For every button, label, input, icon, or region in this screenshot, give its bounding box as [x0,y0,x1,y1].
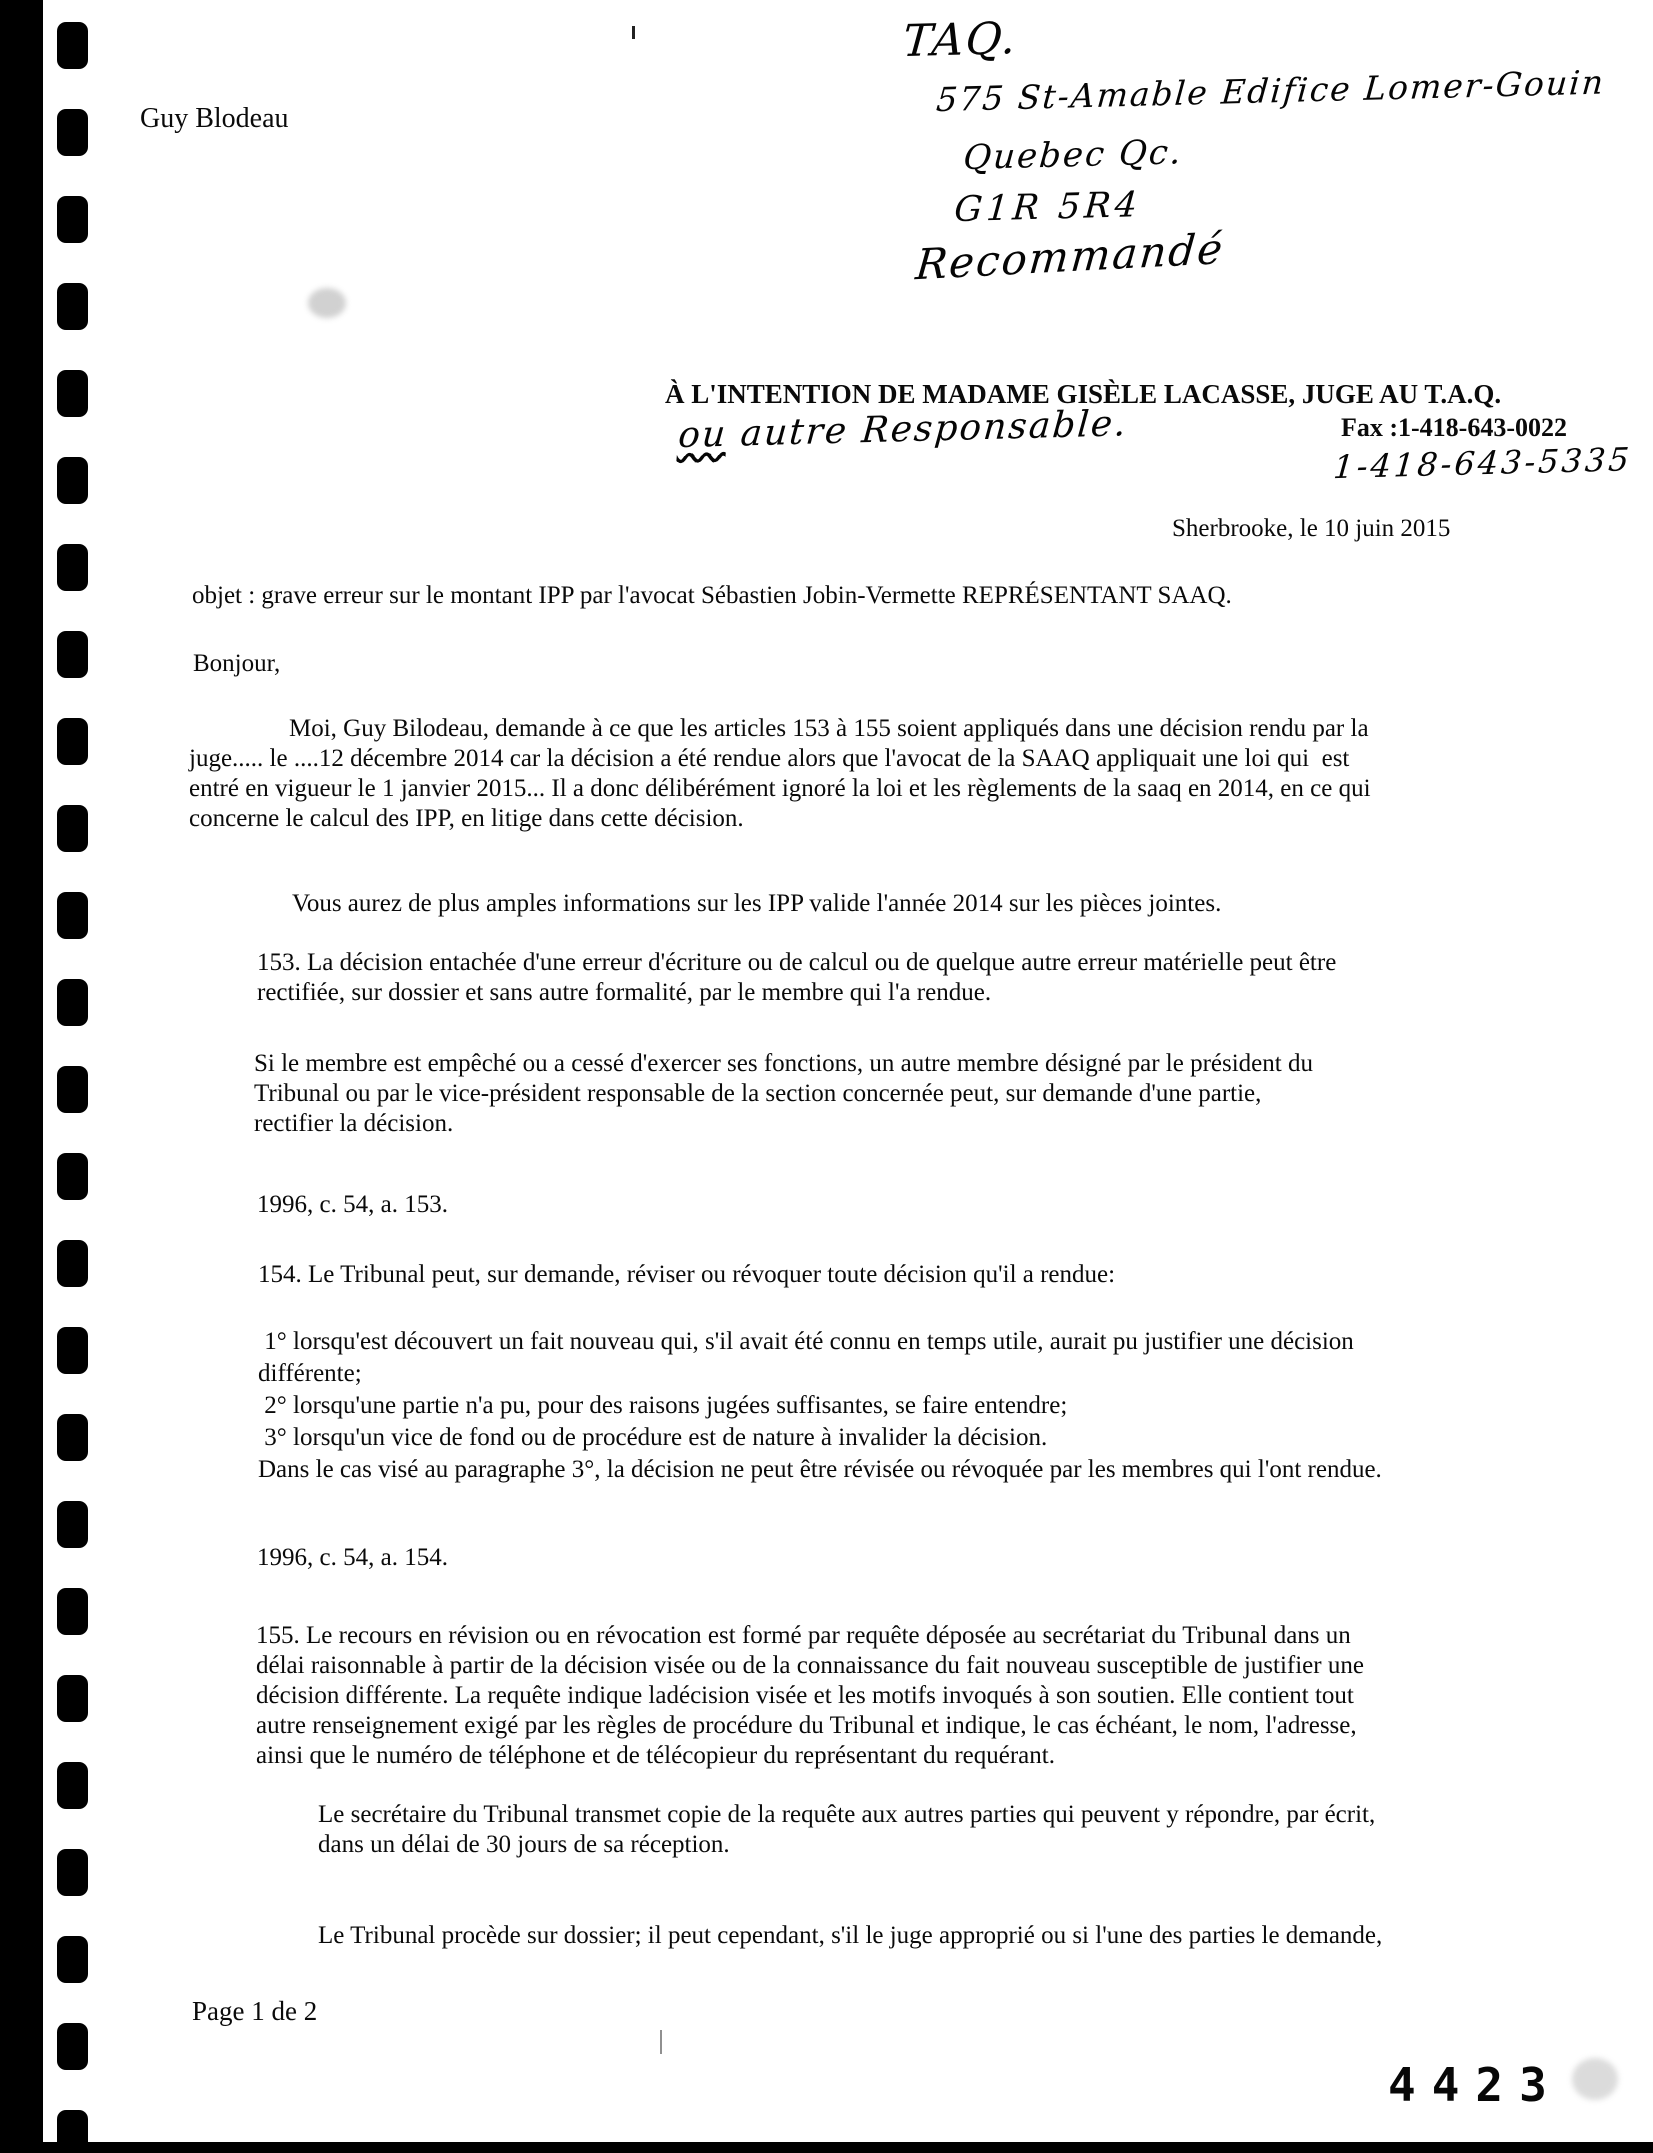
handwritten-fax-number: 1-418-643-5335 [1332,440,1634,487]
binder-hole [57,1849,88,1896]
handwritten-alternate-recipient-rest: autre Responsable. [725,403,1130,455]
scan-bottom-bar [0,2142,1653,2153]
binder-hole [57,1675,88,1722]
text-line: rectifiée, sur dossier et sans autre formalité, par le membre qui l'a rendue. [257,979,992,1006]
text-line: Le Tribunal procède sur dossier; il peut cependant, s'il le juge approprié ou si l'une des parties le demande, [318,1922,1383,1949]
text-line: 153. La décision entachée d'une erreur d'écriture ou de calcul ou de quelque autre erreur matérielle peut être [257,949,1337,976]
text-line: décision différente. La requête indique ladécision visée et les motifs invoqués à son soutien. Elle contient tout [256,1682,1354,1709]
text-line: 154. Le Tribunal peut, sur demande, réviser ou révoquer toute décision qu'il a rendue: [258,1261,1116,1288]
article-153-paragraph [257,948,1336,1008]
scan-smudge [1572,2058,1618,2100]
attachments-note [292,889,1221,919]
binder-hole [57,805,88,852]
text-line: rectifier la décision. [254,1110,454,1137]
text-line: 155. Le recours en révision ou en révocation est formé par requête déposée au secrétariat du Tribunal dans un [256,1622,1351,1649]
text-line: Moi, Guy Bilodeau, demande à ce que les articles 153 à 155 soient appliqués dans une décision rendu par la [289,715,1369,742]
article-154-items [258,1326,1382,1486]
intro-paragraph [189,714,1371,834]
handwritten-recipient-name: TAQ. [900,13,1020,68]
text-line: dans un délai de 30 jours de sa réception. [318,1831,730,1858]
binder-hole [57,2023,88,2070]
handwritten-ou-underlined: ou [676,413,729,457]
procedure-paragraph [318,1921,1382,1951]
attention-line: À L'INTENTION DE MADAME GISÈLE LACASSE, JUGE AU T.A.Q. [665,379,1502,409]
article-155-paragraph [256,1621,1364,1771]
binder-hole [57,1762,88,1809]
binder-hole [57,1936,88,1983]
text-line: 3° lorsqu'un vice de fond ou de procédure est de nature à invalider la décision. [258,1424,1048,1451]
binder-hole [57,457,88,504]
binder-hole [57,283,88,330]
binder-hole [57,718,88,765]
text-line: juge..... le ....12 décembre 2014 car la décision a été rendue alors que l'avocat de la SAAQ appliquait une loi qui est [189,745,1350,772]
salutation: Bonjour, [193,650,281,677]
binder-hole [57,1066,88,1113]
binder-hole [57,22,88,69]
article-154-reference: 1996, c. 54, a. 154. [257,1544,448,1571]
binder-hole [57,370,88,417]
article-154-intro [258,1260,1115,1290]
text-line: ainsi que le numéro de téléphone et de télécopieur du représentant du requérant. [256,1742,1055,1769]
binder-hole [57,892,88,939]
binder-hole [57,1240,88,1287]
binder-hole [57,631,88,678]
text-line: Si le membre est empêché ou a cessé d'exercer ses fonctions, un autre membre désigné par le président du [254,1050,1313,1077]
page-number: Page 1 de 2 [192,1996,318,2026]
scan-smudge [308,288,346,318]
secretary-paragraph [318,1800,1375,1860]
text-line: Tribunal ou par le vice-président responsable de la section concernée peut, sur demande d'une partie, [254,1080,1262,1107]
subject-line: objet : grave erreur sur le montant IPP par l'avocat Sébastien Jobin-Vermette REPRÉSENTANT SAAQ. [192,582,1232,609]
ink-speck [632,26,635,39]
dateline: Sherbrooke, le 10 juin 2015 [1172,515,1451,542]
fax-number: Fax :1-418-643-0022 [1340,413,1567,442]
binder-hole [57,979,88,1026]
text-line: concerne le calcul des IPP, en litige dans cette décision. [189,805,744,832]
ink-speck [660,2030,662,2054]
handwritten-alternate-recipient-note [677,403,1130,456]
text-line: délai raisonnable à partir de la décision visée ou de la connaissance du fait nouveau susceptible de justifier une [256,1652,1364,1679]
handwritten-postal-code: G1R 5R4 [952,185,1143,231]
binder-hole [57,544,88,591]
binder-hole [57,1501,88,1548]
stamp-number: 4423 [1388,2058,1563,2112]
article-153-member-paragraph [254,1049,1313,1139]
text-line: 1° lorsqu'est découvert un fait nouveau qui, s'il avait été connu en temps utile, aurait pu justifier une décision [258,1328,1354,1355]
text-line: différente; [258,1360,362,1387]
binder-hole [57,1327,88,1374]
handwritten-recipient-street: 575 St-Amable Edifice Lomer-Gouin [934,62,1607,120]
text-line: Le secrétaire du Tribunal transmet copie de la requête aux autres parties qui peuvent y répondre, par écrit, [318,1801,1376,1828]
binder-hole [57,109,88,156]
text-line: 2° lorsqu'une partie n'a pu, pour des raisons jugées suffisantes, se faire entendre; [258,1392,1068,1419]
text-line: Dans le cas visé au paragraphe 3°, la décision ne peut être révisée ou révoquée par les membres qui l'ont rendue. [258,1456,1382,1483]
binder-hole [57,1588,88,1635]
binder-hole [57,196,88,243]
text-line: autre renseignement exigé par les règles de procédure du Tribunal et indique, le cas échéant, le nom, l'adresse, [256,1712,1357,1739]
text-line: entré en vigueur le 1 janvier 2015... Il a donc délibérément ignoré la loi et les règlements de la saaq en 2014, en ce qui [189,775,1371,802]
binder-hole [57,1414,88,1461]
sender-name: Guy Blodeau [140,103,289,134]
handwritten-recipient-city: Quebec Qc. [961,132,1185,179]
handwritten-mail-type-note: Recommandé [913,223,1227,290]
text-line: Vous aurez de plus amples informations sur les IPP valide l'année 2014 sur les pièces jointes. [292,890,1222,917]
binder-hole [57,1153,88,1200]
binder-edge-strip [0,0,43,2153]
article-153-reference: 1996, c. 54, a. 153. [257,1191,448,1218]
